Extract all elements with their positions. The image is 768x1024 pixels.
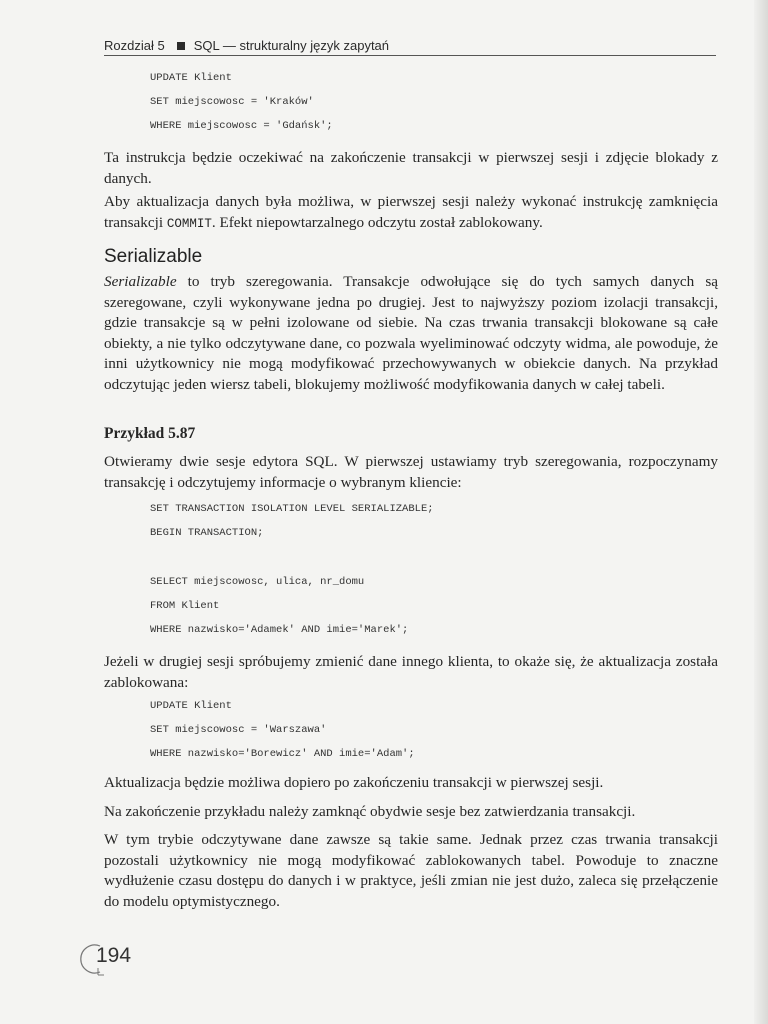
running-header bbox=[104, 38, 716, 53]
paragraph-1: Ta instrukcja będzie oczekiwać na zakończenie transakcji w pierwszej sesji i zdjęcie blokady z danych. bbox=[104, 149, 718, 187]
header-divider bbox=[104, 55, 716, 56]
code-line: SET miejscowosc = 'Kraków' bbox=[150, 96, 314, 108]
term-italic: Serializable bbox=[104, 273, 177, 290]
paragraph-2 bbox=[104, 192, 718, 234]
code-block-2 bbox=[150, 497, 434, 545]
paragraph-3 bbox=[104, 272, 718, 395]
code-block-1 bbox=[150, 66, 333, 138]
code-line: WHERE nazwisko='Adamek' AND imie='Marek'; bbox=[150, 624, 409, 636]
page-number: 194 bbox=[96, 944, 132, 967]
header-square-icon bbox=[177, 42, 185, 50]
inline-code-commit: COMMIT bbox=[166, 216, 212, 231]
example-heading: Przykład 5.87 bbox=[104, 425, 196, 442]
paragraph-5: Jeżeli w drugiej sesji spróbujemy zmienić dane innego klienta, to okaże się, że aktualizacja została zablokowana: bbox=[104, 653, 718, 691]
code-line: UPDATE Klient bbox=[150, 700, 232, 712]
code-line: SELECT miejscowosc, ulica, nr_domu bbox=[150, 576, 365, 588]
section-heading: Serializable bbox=[104, 246, 203, 267]
paragraph-4: Otwieramy dwie sesje edytora SQL. W pierwszej ustawiamy tryb szeregowania, rozpoczynamy transakcję i odczytujemy informacje o wybranym kliencie: bbox=[104, 453, 718, 491]
page-edge bbox=[754, 0, 768, 1024]
header-title: SQL — strukturalny język zapytań bbox=[193, 38, 390, 53]
header-chapter: Rozdział 5 bbox=[104, 38, 165, 53]
paragraph-7: Na zakończenie przykładu należy zamknąć obydwie sesje bez zatwierdzania transakcji. bbox=[104, 803, 636, 820]
code-line: SET miejscowosc = 'Warszawa' bbox=[150, 724, 327, 736]
paragraph-6: Aktualizacja będzie możliwa dopiero po zakończeniu transakcji w pierwszej sesji. bbox=[104, 774, 604, 791]
code-block-4 bbox=[150, 694, 415, 766]
code-line: WHERE miejscowosc = 'Gdańsk'; bbox=[150, 120, 333, 132]
code-block-3 bbox=[150, 570, 408, 642]
paragraph-2-text-end: . Efekt niepowtarzalnego odczytu został zablokowany. bbox=[211, 213, 543, 231]
code-line: WHERE nazwisko='Borewicz' AND imie='Adam'; bbox=[150, 748, 415, 760]
code-line: SET TRANSACTION ISOLATION LEVEL SERIALIZABLE; bbox=[150, 503, 434, 515]
paragraph-3-text: to tryb szeregowania. Transakcje odwołujące się do tych samych danych są szeregowane, czyli wykonywane jedna po drugiej. Jest to najwyższy poziom izolacji transakcji, gdzie transakcje są w pełni izolowane od siebie. Na czas trwania transakcji blokowane są całe obiekty, a nie tylko odczytywane dane, co pozwala wyeliminować odczyty widma, ale powoduje, że inni użytkownicy nie mogą modyfikować przechowywanych w obiekcie danych. Na przykład odczytując jeden wiersz tabeli, blokujemy możliwość modyfikowania danych w całej tabeli. bbox=[104, 273, 718, 393]
code-line: FROM Klient bbox=[150, 600, 220, 612]
paragraph-2-text: Aby aktualizacja danych była możliwa, w pierwszej sesji należy wykonać instrukcję zamknięcia transakcji bbox=[104, 193, 718, 231]
paragraph-8: W tym trybie odczytywane dane zawsze są takie same. Jednak przez czas trwania transakcji pozostali użytkownicy nie mogą modyfikować zablokowanych tabel. Powoduje to znaczne wydłużenie czasu dostępu do danych i w praktyce, jeśli zmian nie jest dużo, zaleca się przełączenie do modelu optymistycznego. bbox=[104, 831, 718, 910]
code-line: BEGIN TRANSACTION; bbox=[150, 527, 264, 539]
code-line: UPDATE Klient bbox=[150, 72, 232, 84]
